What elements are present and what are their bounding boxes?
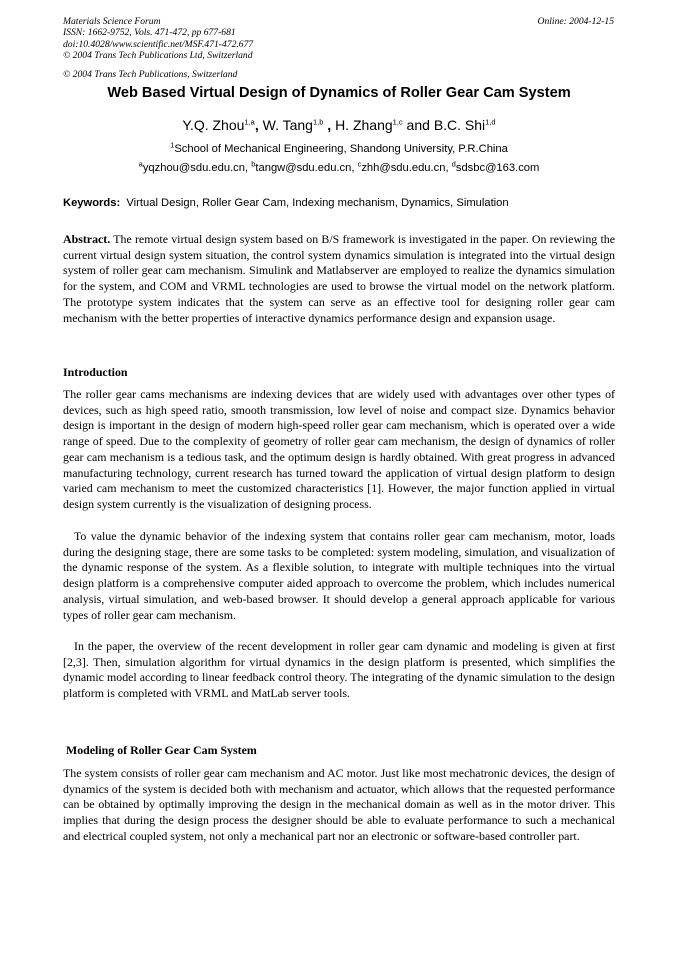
author-separator: ,: [323, 117, 336, 133]
email-separator: ,: [445, 162, 452, 174]
email-address: sdsbc@163.com: [455, 162, 540, 174]
email-address: yqzhou@sdu.edu.cn: [142, 162, 245, 174]
author-superscript: 1,a: [244, 117, 255, 127]
paragraph: To value the dynamic behavior of the indexing system that contains roller gear cam mechanism, motor, loads during the designing stage, there are some tasks to be completed: system modeling, simulation, and visualization of the dynamic response of the system. As a flexible solution, to integrate with multiple techniques into the virtual design platform is a comprehensive computer aided approach to overcome the problem, which includes numerical analysis, virtual simulation, and web-based browser. It should develop a general approach applicable for various types of roller gear cam mechanism.: [63, 529, 615, 622]
paragraph: The roller gear cams mechanisms are indexing devices that are widely used with advantages over other types of devices, such as high speed ratio, smooth transmission, low level of noise and compact size. Dynamics behavior design is important in the design of modern high-speed roller gear cam mechanism, which is operated over a wide range of speed. Due to the complexity of geometry of roller gear cam mechanism, the design of dynamics of roller gear cam mechanism is a tedious task, and the optimum design is hardly obtained. With great progress in advanced manufacturing technology, current research has turned toward the application of virtual design platform to design varied cam mechanism to meet the customized characteristics [1]. However, the major function applied in virtual design system currently is the visualization of designing process.: [63, 387, 615, 511]
paragraph: The system consists of roller gear cam mechanism and AC motor. Just like most mechatronic devices, the design of dynamics of the system is decided both with mechanism and actuator, which allows that the requested performance can be obtained by optimally improving the design in the mechanical domain as well as in the motor driver. This implies that during the design process the designer should be able to evaluate performance to such a mechanical and electrical coupled system, not only a mechanical part nor an electronic or software-based controller part.: [63, 766, 615, 843]
author-superscript: 1,d: [485, 117, 496, 127]
author-separator: ,: [254, 117, 263, 133]
email-superscript: a: [138, 159, 143, 169]
abstract: [63, 232, 615, 326]
email-list: [40, 159, 638, 174]
author: W. Tang: [262, 117, 313, 133]
affiliation: [40, 140, 638, 155]
author: H. Zhang: [335, 117, 393, 133]
section-heading: Modeling of Roller Gear Cam System: [66, 743, 257, 757]
keywords-line: [63, 197, 615, 209]
author-separator: and: [402, 117, 434, 133]
abstract-text: The remote virtual design system based on B/S framework is investigated in the paper. On reviewing the current virtual design system situation, the control system dynamics simulation is integrated into the virtual design system of roller gear cam mechanism. Simulink and Matlabserver are employed to realize the dynamics simulation for the system, and COM and VRML technologies are used to browse the virtual model on the network platform. The prototype system indicates that the system can serve as an effective tool for designing roller gear cam mechanism with the better properties of interactive dynamics performance design and expansion usage.: [63, 232, 615, 325]
email-address: zhh@sdu.edu.cn: [361, 162, 446, 174]
issn-line: ISSN: 1662-9752, Vols. 471-472, pp 677-681: [63, 27, 236, 39]
author-list: [40, 117, 638, 133]
email-address: tangw@sdu.edu.cn: [255, 162, 352, 174]
affiliation-text: School of Mechanical Engineering, Shandong University, P.R.China: [174, 143, 508, 155]
paper-title: Web Based Virtual Design of Dynamics of Roller Gear Cam System: [107, 85, 571, 101]
keywords-text: Virtual Design, Roller Gear Cam, Indexing mechanism, Dynamics, Simulation: [126, 197, 509, 209]
author-superscript: 1,b: [312, 117, 324, 127]
email-superscript: d: [451, 159, 456, 169]
email-separator: ,: [245, 162, 252, 174]
online-date: Online: 2004-12-15: [537, 16, 614, 27]
journal-name: Materials Science Forum: [63, 16, 161, 27]
journal-header: [63, 16, 483, 62]
author: B.C. Shi: [433, 117, 486, 133]
email-superscript: b: [251, 159, 256, 169]
author: Y.Q. Zhou: [182, 117, 245, 133]
author-superscript: 1,c: [392, 117, 403, 127]
section-heading: Introduction: [63, 365, 128, 379]
abstract-label: Abstract.: [63, 232, 111, 246]
email-superscript: c: [357, 159, 362, 169]
keywords-label: Keywords:: [63, 197, 121, 209]
doi-line: doi:10.4028/www.scientific.net/MSF.471-472.677: [63, 38, 254, 50]
email-separator: ,: [351, 162, 358, 174]
affiliation-superscript: 1: [170, 140, 175, 150]
copyright-line-secondary: © 2004 Trans Tech Publications, Switzerland: [63, 69, 238, 80]
paragraph: In the paper, the overview of the recent development in roller gear cam dynamic and modeling is given at first [2,3]. Then, simulation algorithm for virtual dynamics in the design platform is presented, which simplifies the dynamic model according to linear feedback control theory. The integrating of the dynamic simulation to the design platform is completed with VRML and MatLab server tools.: [63, 639, 615, 701]
copyright-line: © 2004 Trans Tech Publications Ltd, Switzerland: [63, 50, 253, 62]
